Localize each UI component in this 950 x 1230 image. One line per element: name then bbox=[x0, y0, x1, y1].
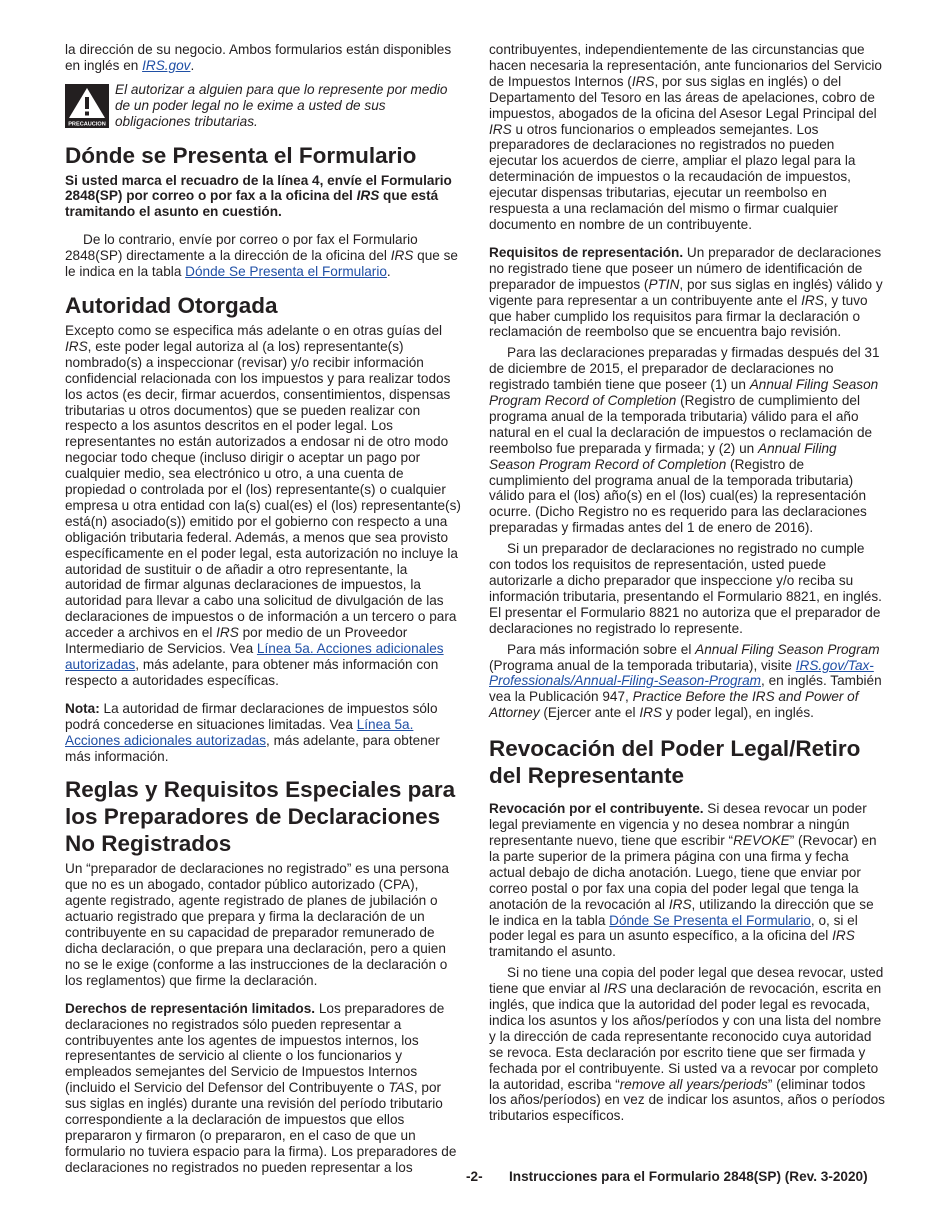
intro-paragraph: la dirección de su negocio. Ambos formularios están disponibles en inglés en IRS.gov. bbox=[65, 42, 452, 73]
linea-5a-link[interactable]: Línea 5a. Acciones adicionales autorizadas bbox=[65, 641, 444, 672]
footer-title: Instrucciones para el Formulario 2848(SP) (Rev. 3-2020) bbox=[509, 1169, 868, 1184]
caution-label: PRECAUCION bbox=[68, 121, 106, 128]
heading-donde-se-presenta: Dónde se Presenta el Formulario bbox=[65, 142, 417, 168]
donde-bold-paragraph: Si usted marca el recuadro de la línea 4, envíe el Formulario 2848(SP) por correo o por fax a la oficina del IRS que está tramitando el asunto en cuestión. bbox=[65, 172, 452, 220]
right-column bbox=[489, 42, 885, 1124]
donde-paragraph: De lo contrario, envíe por correo o por fax el Formulario 2848(SP) directamente a la dirección de la oficina del IRS que se le indica en la tabla Dónde Se Presenta el Formulario. bbox=[65, 232, 458, 280]
heading-autoridad-otorgada: Autoridad Otorgada bbox=[65, 292, 278, 318]
annual-filing-paragraph: Para las declaraciones preparadas y firmadas después del 31 de diciembre de 2015, el preparador de declaraciones no registrado también tiene que poseer (1) un Annual Filing Season Program Record of Completion (Registro de cumplimiento del programa anual de la temporada tributaria) válido para el año natural en el cual la declaración de impuestos o reclamación de reembolso fue preparada y firmada; y (2) un Annual Filing Season Program Record of Completion (Registro de cumplimiento del programa anual de la temporada tributaria) válido para el (los) año(s) en el (los) cual(es) la representación ocurre. (Dicho Registro no es requerido para las declaraciones preparadas y firmadas antes del 1 de enero de 2016). bbox=[489, 345, 880, 536]
formulario-8821-paragraph: Si un preparador de declaraciones no registrado no cumple con todos los requisitos de representación, usted puede autorizarle a dicho preparador que inspeccione y/o reciba su información tributaria, presentando el Formulario 8821, en inglés. El presentar el Formulario 8821 no autoriza que el preparador de declaraciones no registrado lo represente. bbox=[489, 541, 882, 636]
caution-warning-icon bbox=[65, 84, 109, 128]
caution-text: El autorizar a alguien para que lo represente por medio de un poder legal no le exime a usted de sus obligaciones tributarias. bbox=[115, 81, 448, 129]
derechos-paragraph: Derechos de representación limitados. Los preparadores de declaraciones no registrados sólo pueden representar a contribuyentes ante los agentes de impuestos internos, los representantes de servicio al cliente o los funcionarios y empleados semejantes del Servicio de Impuestos Internos (incluido el Servicio del Defensor del Contribuyente o TAS, por sus siglas en inglés) durante una revisión del período tributario correspondiente a la declaración de impuestos que ellos prepararon y firmaron (o prepararon, en el caso de que un formulario no tuviera espacio para la firma). Los preparadores de declaraciones no registrados no pueden representar a los bbox=[65, 1000, 457, 1175]
continuation-paragraph: contribuyentes, independientemente de las circunstancias que hacen necesaria la representación, ante funcionarios del Servicio de Impuestos Internos (IRS, por sus siglas en inglés) o del Departamento del Tesoro en las áreas de apelaciones, cobro de impuestos, abogados de la oficina del Asesor Legal Principal del IRS u otros funcionarios o empleados semejantes. Los preparadores de declaraciones no registrados no pueden ejecutar los acuerdos de cierre, ampliar el plazo legal para la determinación de impuestos o la recaudación de impuestos, ejecutar dispensas tributarias, ejecutar un reembolso en respuesta a una reclamación del mismo o firmar cualquier documento en nombre de un contribuyente. bbox=[489, 42, 882, 232]
heading-revocacion: Revocación del Poder Legal/Retiro del Representante bbox=[489, 736, 861, 789]
reglas-paragraph: Un “preparador de declaraciones no registrado” es una persona que no es un abogado, contador público autorizado (CPA), agente registrado, agente registrado de planes de jubilación o actuario registrado que prepara y firma la declaración de un contribuyente en su capacidad de preparador remunerado de dicha declaración, o que prepara una declaración, pero a quien no se le exige (conforme a las instrucciones de la declaración o los reglamentos) que firme la declaración. bbox=[65, 861, 449, 988]
sin-copia-paragraph: Si no tiene una copia del poder legal que desea revocar, usted tiene que enviar al IRS una declaración de revocación, escrita en inglés, que indica que la autoridad del poder legal es revocada, indica los asuntos y los años/períodos y con una lista del nombre y la dirección de cada representante reconocido cuya autoridad se revoca. Esta declaración por escrito tiene que ser firmada y fechada por el contribuyente. Si usted va a revocar por completo la autoridad, escriba “remove all years/periods” (eliminar todos los años/períodos) en vez de indicar los asuntos, años o períodos tributarios específicos. bbox=[489, 965, 885, 1124]
page-number: -2- bbox=[466, 1169, 483, 1184]
requisitos-paragraph: Requisitos de representación. Un preparador de declaraciones no registrado tiene que poseer un número de identificación de preparador de impuestos (PTIN, por sus siglas en inglés) válido y vigente para representar a un contribuyente ante el IRS, y tuvo que haber cumplido los requisitos para firmar la declaración o reclamación de reembolso que se encuentra bajo revisión. bbox=[489, 244, 883, 340]
linea-5a-link-2[interactable]: Línea 5a. Acciones adicionales autorizadas bbox=[65, 716, 414, 748]
caution-note bbox=[65, 82, 462, 130]
donde-se-presenta-link-2[interactable]: Dónde Se Presenta el Formulario bbox=[609, 912, 811, 928]
left-column bbox=[65, 42, 462, 1176]
mas-informacion-paragraph: Para más información sobre el Annual Filing Season Program (Programa anual de la temporada tributaria), visite IRS.gov/Tax-Professionals/Annual-Filing-Season-Program, en inglés. También vea la Publicación 947, Practice Before the IRS and Power of Attorney (Ejercer ante el IRS y poder legal), en inglés. bbox=[489, 641, 882, 721]
irs-gov-link[interactable]: IRS.gov bbox=[142, 57, 191, 73]
autoridad-paragraph: Excepto como se especifica más adelante o en otras guías del IRS, este poder legal autoriza al (a los) representante(s) nombrado(s) a inspeccionar (revisar) y/o recibir información confidencial relacionada con los impuestos y para realizar todos los actos (es decir, firmar acuerdos, consentimientos, dispensas tributarias u otros documentos) que se pueden realizar con respecto a los asuntos descritos en el poder legal. Los representantes no están autorizados a endosar ni de otro modo negociar todo cheque (incluso dirigir o aceptar un pago por cualquier medio, sea electrónico u otro, a una cuenta de propiedad o controlada por el (los) representante(s) o cualquier empresa u otra entidad con la(s) cual(es) el (los) representante(s) está(n) asociado(s)) emitido por el gobierno con respecto a una obligación tributaria federal. Además, a menos que sea provisto específicamente en el poder legal, esta autorización no incluye la autoridad de sustituir o de añadir a otro representante, la autoridad de firmar algunas declaraciones de impuestos, la autoridad para llevar a cabo una solicitud de divulgación de las declaraciones de impuestos o de información a un tercero o para acceder a archivos en el IRS por medio de un Proveedor Intermediario de Servicios. Vea Línea 5a. Acciones adicionales autorizadas, más adelante, para obtener más información con respecto a autoridades específicas. bbox=[65, 322, 461, 688]
donde-se-presenta-link[interactable]: Dónde Se Presenta el Formulario bbox=[185, 264, 387, 280]
heading-reglas-requisitos: Reglas y Requisitos Especiales para los Preparadores de Declaraciones No Registrados bbox=[65, 777, 456, 857]
revocacion-paragraph: Revocación por el contribuyente. Si desea revocar un poder legal previamente en vigencia y no desea nombrar a ningún representante nuevo, tiene que escribir “REVOKE” (Revocar) en la parte superior de la primera página con una firma y fecha actual debajo de dicha anotación. Luego, tiene que enviar por correo postal o por fax una copia del poder legal que tenga la anotación de la revocación al IRS, utilizando la dirección que se le indica en la tabla Dónde Se Presenta el Formulario, o, si el poder legal es para un asunto específico, a la oficina del IRS tramitando el asunto. bbox=[489, 801, 877, 960]
nota-paragraph: Nota: La autoridad de firmar declaraciones de impuestos sólo podrá concederse en situaciones limitadas. Vea Línea 5a. Acciones adicionales autorizadas, más adelante, para obtener más información. bbox=[65, 700, 440, 764]
afsp-link[interactable]: IRS.gov/Tax-Professionals/Annual-Filing-Season-Program bbox=[489, 657, 874, 689]
